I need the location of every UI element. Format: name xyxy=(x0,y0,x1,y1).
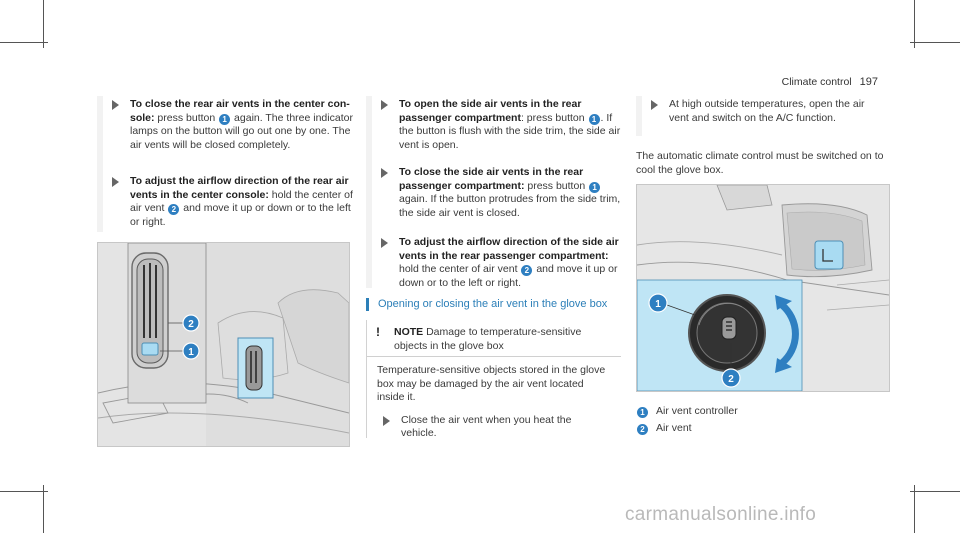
arrow-right-icon xyxy=(112,177,119,187)
callout-2-label: 2 xyxy=(188,319,194,330)
section-name: Climate control xyxy=(781,76,852,88)
glove-box-illustration xyxy=(636,184,890,392)
page-header xyxy=(782,76,878,90)
callout-1-label: 1 xyxy=(655,299,661,310)
note-header: ! NOTE Damage to temperature-sensitive objects in the glove box xyxy=(367,320,622,358)
callout-2-badge: 2 xyxy=(521,265,532,276)
instruction-close-center-vents: To close the rear air vents in the center con-sole: press button 1 again. The three indicator lamps on the button will go out one by one. The air vents will be closed completely. xyxy=(112,98,360,152)
instruction-adjust-side-vents: To adjust the airflow direction of the side air vents in the rear passenger compartment: hold the center of air vent 2 and move it up or down or to the left or right. xyxy=(381,236,629,290)
callout-1-label: 1 xyxy=(188,347,194,358)
section-title: Opening or closing the air vent in the glove box xyxy=(366,298,607,312)
crop-mark xyxy=(910,42,960,43)
callout-1-badge: 1 xyxy=(589,114,600,125)
callout-2-label: 2 xyxy=(728,374,734,385)
crop-mark xyxy=(43,485,44,533)
arrow-right-icon xyxy=(381,168,388,178)
crop-mark xyxy=(43,0,44,48)
instruction-open-side-vents: To open the side air vents in the rear passenger compartment: press button 1 . If the button is flush with the side trim, the side air vent is open. xyxy=(381,98,629,152)
callout-legend xyxy=(636,405,738,438)
arrow-right-icon xyxy=(381,100,388,110)
note-label: NOTE xyxy=(394,326,424,338)
callout-2-badge: 2 xyxy=(168,204,179,215)
watermark: carmanualsonline.info xyxy=(625,504,817,525)
crop-mark xyxy=(0,42,48,43)
rear-vents-illustration xyxy=(97,242,350,447)
arrow-right-icon xyxy=(381,238,388,248)
legend-item: 2 Air vent xyxy=(636,422,738,436)
divider xyxy=(367,356,621,357)
note-box xyxy=(366,320,621,438)
crop-mark xyxy=(910,491,960,492)
legend-item: 1 Air vent controller xyxy=(636,405,738,419)
crop-mark xyxy=(914,485,915,533)
page-number: 197 xyxy=(859,76,878,88)
crop-mark xyxy=(0,491,48,492)
instruction-close-side-vents: To close the side air vents in the rear passenger compartment: press button 1 again. If the button protrudes from the side trim, the side air vent is closed. xyxy=(381,166,629,220)
arrow-right-icon xyxy=(112,100,119,110)
arrow-right-icon xyxy=(651,100,658,110)
instruction-shade xyxy=(97,96,103,232)
cooling-info: The automatic climate control must be switched on to cool the glove box. xyxy=(636,150,884,176)
note-body: Temperature-sensitive objects stored in the glove box may be damaged by the air vent located inside it. Close the air vent when you heat the vehicle. xyxy=(377,364,606,440)
arrow-right-icon xyxy=(383,416,390,426)
warning-icon: ! xyxy=(376,325,380,339)
instruction-high-temperature: At high outside temperatures, open the air vent and switch on the A/C function. xyxy=(651,98,884,125)
callout-1-badge: 1 xyxy=(589,182,600,193)
instruction-shade xyxy=(366,96,372,288)
crop-mark xyxy=(914,0,915,48)
instruction-adjust-center-vents: To adjust the airflow direction of the rear air vents in the center console: hold the center of air vent 2 and move it up or down or to the left or right. xyxy=(112,175,360,229)
section-bar xyxy=(366,298,369,311)
callout-1-badge: 1 xyxy=(219,114,230,125)
instruction-shade xyxy=(636,96,642,136)
